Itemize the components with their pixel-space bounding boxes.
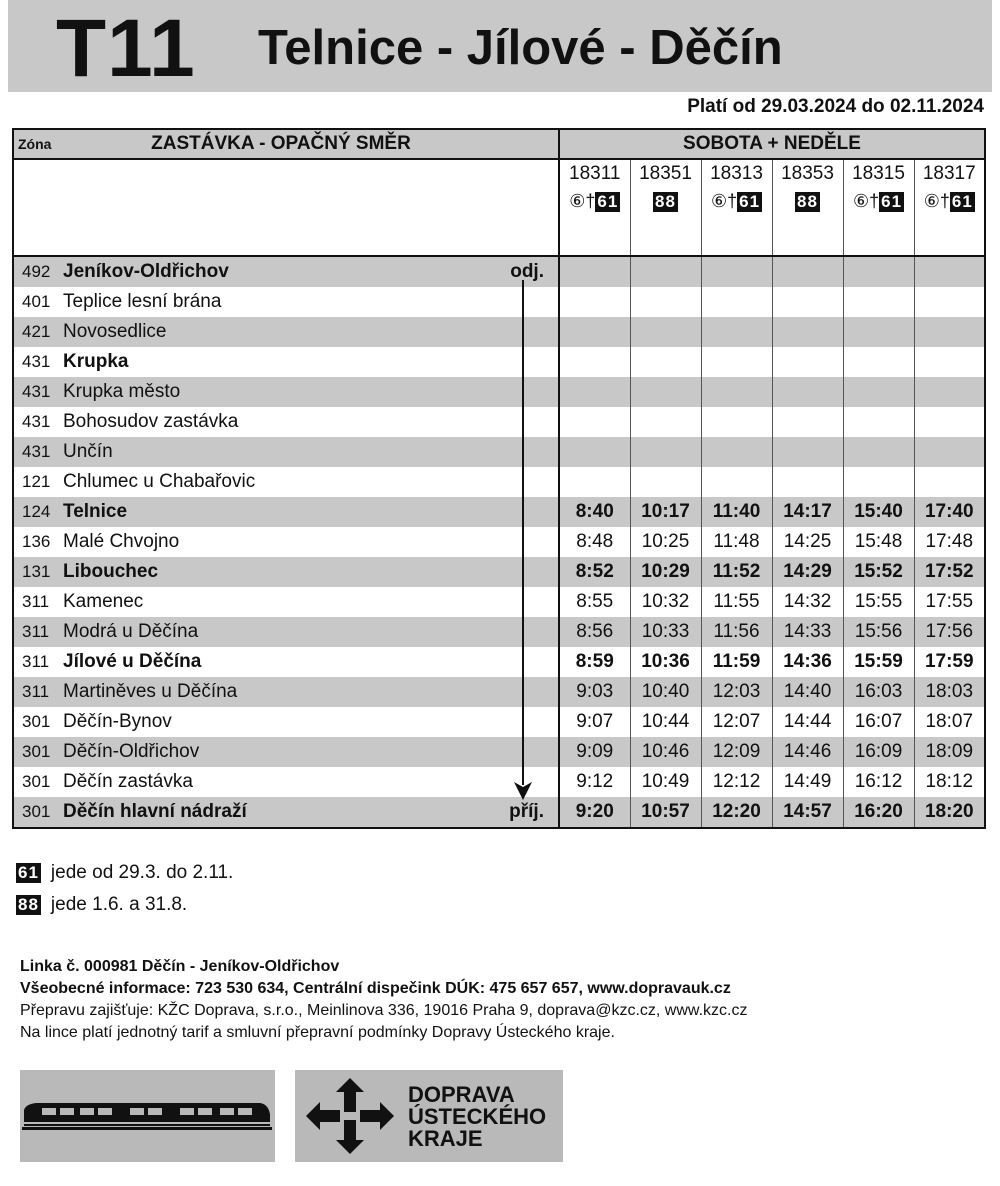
time-cell: 10:36: [630, 647, 701, 677]
time-cell: [559, 437, 630, 467]
stop-row: [13, 737, 985, 767]
time-cell: 18:09: [914, 737, 985, 767]
train-header: [630, 159, 701, 256]
time-cell: [914, 256, 985, 287]
stop-name: Chlumec u Chabařovic: [63, 471, 256, 492]
stop-row: [13, 407, 985, 437]
time-cell: 8:59: [559, 647, 630, 677]
banner-divider: [275, 1070, 295, 1162]
time-cell: 16:03: [843, 677, 914, 707]
train-number: 18351: [639, 163, 692, 184]
zone-cell: 124: [13, 497, 61, 527]
time-cell: 17:59: [914, 647, 985, 677]
badge-61-icon: 61: [18, 863, 39, 882]
zone-cell: 301: [22, 772, 51, 791]
time-cell: 10:29: [630, 557, 701, 587]
stop-name: Děčín-Bynov: [63, 711, 172, 732]
stop-row: [13, 767, 985, 797]
note-badge-icon: 61: [951, 192, 973, 211]
note-badge-icon: 88: [655, 192, 676, 211]
train-header: [772, 159, 843, 256]
zone-cell: 401: [22, 292, 51, 311]
zone-cell: 301: [13, 797, 61, 828]
train-symbols: [631, 191, 701, 212]
stop-row: [13, 467, 985, 497]
time-cell: [559, 287, 630, 317]
train-symbols: [560, 191, 630, 212]
zone-cell: 301: [22, 712, 51, 731]
zona-header: Zóna: [13, 129, 61, 159]
time-cell: 10:40: [630, 677, 701, 707]
time-cell: 11:40: [701, 497, 772, 527]
time-cell: [630, 287, 701, 317]
departure-label: odj.: [501, 256, 559, 287]
line-number: T11: [56, 3, 196, 94]
header-bar: [8, 0, 992, 92]
arrow-cell: [501, 587, 559, 617]
time-cell: 8:56: [559, 617, 630, 647]
time-cell: [772, 437, 843, 467]
time-cell: 8:55: [559, 587, 630, 617]
legend-text: jede 1.6. a 31.8.: [50, 894, 188, 915]
time-cell: 16:09: [843, 737, 914, 767]
arrow-cell: [501, 347, 559, 377]
zone-cell: 311: [13, 677, 61, 707]
time-cell: 15:48: [843, 527, 914, 557]
arrow-cell: [501, 527, 559, 557]
time-cell: 15:52: [843, 557, 914, 587]
stop-name: Libouchec: [61, 557, 501, 587]
zone-cell: 431: [22, 412, 51, 431]
time-cell: [701, 347, 772, 377]
train-number: 18353: [781, 163, 834, 184]
time-cell: 18:07: [914, 707, 985, 737]
time-cell: 14:33: [772, 617, 843, 647]
time-cell: [630, 256, 701, 287]
stop-row: [13, 797, 985, 828]
time-cell: 15:40: [843, 497, 914, 527]
time-cell: 8:40: [559, 497, 630, 527]
time-cell: 10:32: [630, 587, 701, 617]
train-header: [701, 159, 772, 256]
weekend-holiday-icon: ⑥†: [923, 191, 950, 211]
time-cell: [701, 256, 772, 287]
time-cell: 12:09: [701, 737, 772, 767]
stop-row: [13, 617, 985, 647]
time-cell: [772, 347, 843, 377]
stop-row: [13, 497, 985, 527]
time-cell: [772, 256, 843, 287]
logo-line-2: ÚSTECKÉHO: [408, 1104, 547, 1129]
time-cell: 15:56: [843, 617, 914, 647]
badge-88-icon: 88: [18, 895, 39, 914]
time-cell: 14:17: [772, 497, 843, 527]
arrow-cell: [501, 437, 559, 467]
arrow-cell: [501, 737, 559, 767]
time-cell: [843, 287, 914, 317]
time-cell: 11:48: [701, 527, 772, 557]
time-cell: [772, 407, 843, 437]
time-cell: 16:20: [843, 797, 914, 828]
days-header: SOBOTA + NEDĚLE: [559, 129, 985, 159]
train-number: 18315: [852, 163, 905, 184]
zone-cell: 121: [22, 472, 51, 491]
arrow-cell: [501, 497, 559, 527]
train-number: 18313: [710, 163, 763, 184]
time-cell: [772, 287, 843, 317]
stop-row: [13, 527, 985, 557]
time-cell: 8:52: [559, 557, 630, 587]
time-cell: 11:55: [701, 587, 772, 617]
arrow-cell: [501, 407, 559, 437]
time-cell: 14:32: [772, 587, 843, 617]
time-cell: [630, 317, 701, 347]
weekend-holiday-icon: ⑥†: [569, 191, 596, 211]
legend-text: jede od 29.3. do 2.11.: [50, 862, 234, 883]
legend-item-61: [16, 862, 233, 884]
stop-name: Krupka město: [61, 377, 501, 407]
time-cell: [914, 437, 985, 467]
time-cell: 11:56: [701, 617, 772, 647]
stop-row: [13, 256, 985, 287]
time-cell: [559, 407, 630, 437]
time-cell: 11:52: [701, 557, 772, 587]
info-block: [20, 956, 747, 1044]
time-cell: [701, 377, 772, 407]
time-cell: [701, 437, 772, 467]
stop-row: [13, 377, 985, 407]
general-info: Všeobecné informace: 723 530 634, Centrální dispečink DÚK: 475 657 657, www.dopravauk.cz: [20, 980, 731, 997]
stop-name: Děčín zastávka: [63, 771, 193, 792]
time-cell: [914, 347, 985, 377]
stop-header: ZASTÁVKA - OPAČNÝ SMĚR: [61, 129, 501, 159]
stop-row: [13, 677, 985, 707]
zone-cell: 311: [22, 652, 50, 671]
timetable: [12, 128, 986, 829]
time-cell: 15:59: [843, 647, 914, 677]
time-cell: [701, 407, 772, 437]
time-cell: [701, 287, 772, 317]
operator-info: Přepravu zajišťuje: KŽC Doprava, s.r.o., Meinlinova 336, 19016 Praha 9, doprava@kzc.cz, www.kzc.cz: [20, 1002, 748, 1019]
weekend-holiday-icon: ⑥†: [710, 191, 738, 211]
note-badge-icon: 61: [739, 192, 761, 211]
time-cell: [630, 347, 701, 377]
zone-cell: 136: [22, 532, 51, 551]
zone-cell: 301: [13, 737, 61, 767]
time-cell: 10:25: [630, 527, 701, 557]
time-cell: [559, 377, 630, 407]
logo-line-3: KRAJE: [408, 1126, 483, 1151]
time-cell: 18:03: [914, 677, 985, 707]
time-cell: [843, 407, 914, 437]
time-cell: [772, 377, 843, 407]
time-cell: 18:12: [914, 767, 985, 797]
time-cell: 17:55: [914, 587, 985, 617]
time-cell: 9:03: [559, 677, 630, 707]
stop-row: [13, 287, 985, 317]
time-cell: 9:09: [559, 737, 630, 767]
train-number-row: [13, 159, 985, 256]
line-info: Linka č. 000981 Děčín - Jeníkov-Oldřichov: [20, 958, 340, 975]
time-cell: 14:36: [772, 647, 843, 677]
stop-name: Krupka: [63, 351, 129, 372]
zone-cell: 421: [13, 317, 61, 347]
time-cell: 14:57: [772, 797, 843, 828]
time-cell: 17:48: [914, 527, 985, 557]
zone-cell: 311: [22, 592, 50, 611]
arrow-cell: [501, 617, 559, 647]
zone-cell: 431: [22, 352, 51, 371]
arrow-cell: [501, 707, 559, 737]
zone-cell: 311: [13, 617, 61, 647]
time-cell: [772, 467, 843, 497]
time-cell: 9:12: [559, 767, 630, 797]
arrow-cell: [501, 557, 559, 587]
time-cell: 9:07: [559, 707, 630, 737]
note-badge-icon: 61: [597, 192, 619, 211]
train-symbols: [702, 191, 772, 212]
train-symbols: [915, 191, 985, 212]
time-cell: 17:40: [914, 497, 985, 527]
time-cell: 14:25: [772, 527, 843, 557]
stop-name: Martiněves u Děčína: [61, 677, 501, 707]
time-cell: 17:56: [914, 617, 985, 647]
time-cell: [559, 347, 630, 377]
zone-cell: 131: [13, 557, 61, 587]
time-cell: [843, 467, 914, 497]
train-symbols: [844, 191, 914, 212]
time-cell: [630, 377, 701, 407]
stop-name: Novosedlice: [61, 317, 501, 347]
time-cell: 10:44: [630, 707, 701, 737]
stop-row: [13, 347, 985, 377]
time-cell: 10:57: [630, 797, 701, 828]
train-number: 18317: [922, 163, 976, 184]
time-cell: 14:44: [772, 707, 843, 737]
header-spacer: [501, 129, 559, 159]
time-cell: [914, 407, 985, 437]
stop-name: Kamenec: [63, 591, 144, 612]
arrow-cell: [501, 677, 559, 707]
time-cell: [914, 467, 985, 497]
time-cell: 16:12: [843, 767, 914, 797]
time-cell: 12:20: [701, 797, 772, 828]
time-cell: [630, 437, 701, 467]
arrival-label: příj.: [501, 797, 559, 828]
arrow-cell: [501, 287, 559, 317]
stop-name: Malé Chvojno: [63, 531, 180, 552]
time-cell: 14:46: [772, 737, 843, 767]
stop-name: Telnice: [61, 497, 501, 527]
tariff-info: Na lince platí jednotný tarif a smluvní přepravní podmínky Dopravy Ústeckého kraje.: [20, 1024, 615, 1041]
dopravauk-logo-icon: [304, 1076, 396, 1156]
stop-row: [13, 587, 985, 617]
stop-name: Unčín: [61, 437, 501, 467]
time-cell: 14:40: [772, 677, 843, 707]
time-cell: [914, 317, 985, 347]
weekend-holiday-icon: ⑥†: [852, 191, 880, 211]
time-cell: 12:03: [701, 677, 772, 707]
footer-banner: [20, 1070, 563, 1162]
time-cell: 10:46: [630, 737, 701, 767]
stop-row: [13, 317, 985, 347]
time-cell: [701, 467, 772, 497]
arrow-cell: [501, 317, 559, 347]
arrow-cell: [501, 377, 559, 407]
zone-cell: 431: [13, 377, 61, 407]
time-cell: [559, 317, 630, 347]
time-cell: 17:52: [914, 557, 985, 587]
logo-line-1: DOPRAVA: [408, 1082, 515, 1107]
time-cell: 14:49: [772, 767, 843, 797]
time-cell: 10:17: [630, 497, 701, 527]
time-cell: [559, 256, 630, 287]
header-row: [13, 129, 985, 159]
time-cell: 10:49: [630, 767, 701, 797]
time-cell: [843, 317, 914, 347]
train-symbols: [773, 191, 843, 212]
time-cell: [843, 377, 914, 407]
time-cell: 16:07: [843, 707, 914, 737]
time-cell: 10:33: [630, 617, 701, 647]
time-cell: [630, 467, 701, 497]
time-cell: [914, 377, 985, 407]
time-cell: [630, 407, 701, 437]
time-cell: [914, 287, 985, 317]
note-badge-icon: 88: [797, 192, 818, 211]
stop-name: Bohosudov zastávka: [63, 411, 239, 432]
stop-name: Teplice lesní brána: [63, 291, 222, 312]
stop-row: [13, 437, 985, 467]
time-cell: 18:20: [914, 797, 985, 828]
time-cell: 12:07: [701, 707, 772, 737]
stop-row: [13, 707, 985, 737]
zone-cell: 492: [13, 256, 61, 287]
stop-name: Děčín hlavní nádraží: [61, 797, 501, 828]
direction-arrow: [520, 280, 526, 800]
logo-text: [408, 1084, 546, 1150]
time-cell: 9:20: [559, 797, 630, 828]
train-row-spacer: [13, 159, 559, 256]
stop-row: [13, 647, 985, 677]
legend-item-88: [16, 894, 187, 916]
time-cell: [772, 317, 843, 347]
time-cell: 8:48: [559, 527, 630, 557]
time-cell: 15:55: [843, 587, 914, 617]
time-cell: 14:29: [772, 557, 843, 587]
train-header: [843, 159, 914, 256]
stop-name: Modrá u Děčína: [61, 617, 501, 647]
time-cell: [559, 467, 630, 497]
validity-text: Platí od 29.03.2024 do 02.11.2024: [687, 96, 984, 117]
arrow-cell: [501, 467, 559, 497]
stop-row: [13, 557, 985, 587]
time-cell: [843, 347, 914, 377]
route-title: Telnice - Jílové - Děčín: [258, 21, 783, 75]
time-cell: [701, 317, 772, 347]
train-icon: [20, 1098, 272, 1132]
time-cell: 12:12: [701, 767, 772, 797]
train-header: [914, 159, 985, 256]
note-badge-icon: 61: [881, 192, 903, 211]
train-number: 18311: [569, 163, 621, 184]
time-cell: [843, 256, 914, 287]
arrow-cell: [501, 647, 559, 677]
arrow-head-icon: [513, 778, 533, 800]
train-header: [559, 159, 630, 256]
time-cell: 11:59: [701, 647, 772, 677]
stop-name: Děčín-Oldřichov: [61, 737, 501, 767]
zone-cell: 431: [13, 437, 61, 467]
time-cell: [843, 437, 914, 467]
stop-name: Jeníkov-Oldřichov: [61, 256, 501, 287]
stop-name: Jílové u Děčína: [63, 651, 202, 672]
